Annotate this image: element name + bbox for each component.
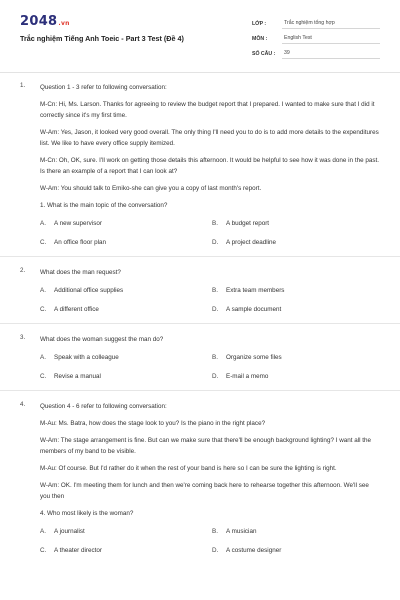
option-a[interactable] [40, 287, 212, 294]
passage-paragraph: W-Am: OK. I'm meeting them for lunch and then we're coming back here to rehearse together this afternoon. We'll see you then [40, 482, 369, 500]
option-c[interactable] [40, 239, 212, 246]
option-text: A sample document [226, 306, 282, 313]
answer-options [40, 528, 380, 554]
question-block [20, 82, 380, 246]
answer-options [40, 354, 380, 380]
question-number: 4. [20, 401, 26, 408]
option-b[interactable] [212, 287, 380, 294]
option-text: Organize some files [226, 354, 282, 361]
option-text: E-mail a memo [226, 373, 269, 380]
meta-label: SỐ CÂU : [252, 51, 276, 57]
option-letter: C. [40, 306, 47, 313]
option-text: A different office [54, 306, 99, 313]
passage-paragraph: W-Am: You should talk to Emiko-she can give you a copy of last month's report. [40, 185, 262, 192]
question-divider [0, 256, 400, 257]
option-text: Speak with a colleague [54, 354, 119, 361]
option-text: A musician [226, 528, 257, 535]
passage-paragraph: M-Au: Of course. But I'd rather do it when the rest of your band is here so I can be sure the lighting is right. [40, 465, 337, 472]
option-a[interactable] [40, 220, 212, 227]
question-block [20, 401, 380, 554]
option-letter: C. [40, 239, 47, 246]
option-d[interactable] [212, 373, 380, 380]
option-letter: B. [212, 220, 218, 227]
option-d[interactable] [212, 547, 380, 554]
option-text: Revise a manual [54, 373, 101, 380]
answer-options [40, 287, 380, 313]
option-letter: A. [40, 528, 46, 535]
question-text: What does the woman suggest the man do? [40, 336, 164, 343]
option-letter: C. [40, 373, 47, 380]
passage-intro: Question 1 - 3 refer to following conversation: [40, 84, 167, 91]
option-letter: A. [40, 220, 46, 227]
question-block [20, 334, 380, 380]
meta-value: Trắc nghiệm tổng hợp [282, 20, 380, 29]
question-list [20, 82, 380, 564]
meta-value: English Test [282, 35, 380, 44]
question-divider [0, 390, 400, 391]
passage-paragraph: M-Au: Ms. Batra, how does the stage look to you? Is the piano in the right place? [40, 420, 266, 427]
option-text: A theater director [54, 547, 102, 554]
option-text: A journalist [54, 528, 85, 535]
answer-options [40, 220, 380, 246]
option-letter: D. [212, 306, 219, 313]
passage-intro: Question 4 - 6 refer to following conversation: [40, 403, 167, 410]
option-letter: A. [40, 354, 46, 361]
option-letter: B. [212, 287, 218, 294]
passage-paragraph: W-Am: Yes, Jason, it looked very good overall. The only thing I'll need you to do is to add more details to the expenditures list. We like to have every office supply itemized. [40, 129, 379, 147]
page-header [0, 0, 400, 66]
option-a[interactable] [40, 528, 212, 535]
option-letter: D. [212, 547, 219, 554]
option-text: A project deadline [226, 239, 277, 246]
option-letter: B. [212, 354, 218, 361]
option-c[interactable] [40, 547, 212, 554]
question-block [20, 267, 380, 313]
option-d[interactable] [212, 306, 380, 313]
passage-paragraph: W-Am: The stage arrangement is fine. But can we make sure that there'll be enough background lighting? I want all the members of my band to be visible. [40, 437, 372, 455]
meta-row-class [252, 14, 380, 29]
question-divider [0, 323, 400, 324]
question-number: 2. [20, 267, 26, 274]
option-c[interactable] [40, 373, 212, 380]
option-a[interactable] [40, 354, 212, 361]
question-number: 1. [20, 82, 26, 89]
logo-main: 2048 [20, 14, 58, 29]
meta-value: 39 [282, 50, 380, 59]
option-letter: A. [40, 287, 46, 294]
option-b[interactable] [212, 220, 380, 227]
option-text: Extra team members [226, 287, 285, 294]
option-b[interactable] [212, 528, 380, 535]
passage-paragraph: M-Cn: Oh, OK, sure. I'll work on getting those details this afternoon. It would be helpful to see how it was done in the past. Is there an example of a report that I can look at? [40, 157, 379, 175]
option-letter: B. [212, 528, 218, 535]
header-divider [0, 72, 400, 73]
option-c[interactable] [40, 306, 212, 313]
meta-label: MÔN : [252, 36, 268, 42]
option-letter: D. [212, 239, 219, 246]
meta-info [252, 14, 380, 59]
meta-row-subject [252, 29, 380, 44]
option-text: An office floor plan [54, 239, 107, 246]
logo-suffix: .vn [58, 20, 70, 27]
passage-paragraph: M-Cn: Hi, Ms. Larson. Thanks for agreeing to review the budget report that I prepared. I wanted to make sure that I did it correctly since it's my first time. [40, 101, 375, 119]
option-b[interactable] [212, 354, 380, 361]
site-logo[interactable] [20, 14, 70, 29]
option-d[interactable] [212, 239, 380, 246]
option-letter: D. [212, 373, 219, 380]
meta-label: LỚP : [252, 21, 267, 27]
option-text: A budget report [226, 220, 270, 227]
question-number: 3. [20, 334, 26, 341]
question-text: 4. Who most likely is the woman? [40, 510, 134, 517]
question-text: What does the man request? [40, 269, 121, 276]
meta-row-count [252, 44, 380, 59]
option-text: A costume designer [226, 547, 282, 554]
page-title: Trắc nghiệm Tiếng Anh Toeic - Part 3 Test (Đề 4) [20, 34, 184, 43]
option-text: Additional office supplies [54, 287, 124, 294]
option-letter: C. [40, 547, 47, 554]
option-text: A new supervisor [54, 220, 102, 227]
question-text: 1. What is the main topic of the conversation? [40, 202, 168, 209]
